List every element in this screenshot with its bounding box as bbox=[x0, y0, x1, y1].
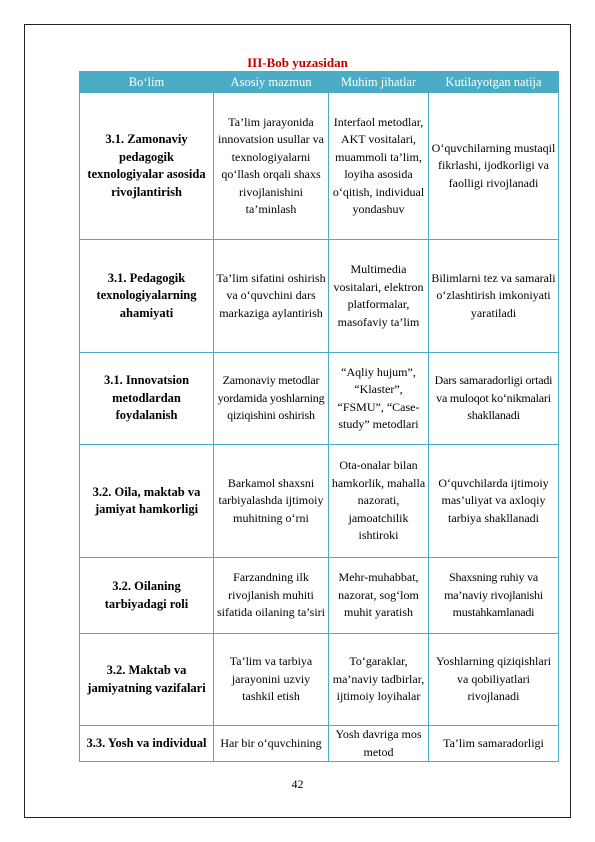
row-section: 3.1. Zamonaviy pedagogik texnologiyalar asosida rivojlantirish bbox=[80, 93, 214, 240]
row-content: Farzandning ilk rivojlanish muhiti sifatida oilaning ta’siri bbox=[214, 558, 329, 634]
row-section: 3.3. Yosh va individual bbox=[80, 726, 214, 762]
row-section: 3.1. Innovatsion metodlardan foydalanish bbox=[80, 353, 214, 445]
summary-table bbox=[79, 71, 559, 762]
row-result: Ta’lim samaradorligi bbox=[429, 726, 559, 762]
header-aspects: Muhim jihatlar bbox=[329, 72, 429, 93]
row-result: Dars samaradorligi ortadi va muloqot ko‘nikmalari shakllanadi bbox=[429, 353, 559, 445]
row-content: Ta’lim va tarbiya jarayonini uzviy tashkil etish bbox=[214, 634, 329, 726]
row-content: Har bir o‘quvchining bbox=[214, 726, 329, 762]
row-result: Bilimlarni tez va samarali o‘zlashtirish imkoniyati yaratiladi bbox=[429, 240, 559, 353]
table-row bbox=[80, 726, 559, 762]
row-aspects: “Aqliy hujum”, “Klaster”, “FSMU”, “Case-study” metodlari bbox=[329, 353, 429, 445]
row-content: Zamonaviy metodlar yordamida yoshlarning qiziqishini oshirish bbox=[214, 353, 329, 445]
header-content: Asosiy mazmun bbox=[214, 72, 329, 93]
row-result: O‘quvchilarda ijtimoiy mas’uliyat va axloqiy tarbiya shakllanadi bbox=[429, 445, 559, 558]
row-result: Shaxsning ruhiy va ma’naviy rivojlanishi mustahkamlanadi bbox=[429, 558, 559, 634]
row-section: 3.1. Pedagogik texnologiyalarning ahamiyati bbox=[80, 240, 214, 353]
header-section: Bo‘lim bbox=[80, 72, 214, 93]
row-aspects: Interfaol metodlar, AKT vositalari, muammoli ta’lim, loyiha asosida o‘qitish, individual yondashuv bbox=[329, 93, 429, 240]
page-number: 42 bbox=[291, 777, 304, 791]
row-section: 3.2. Oila, maktab va jamiyat hamkorligi bbox=[80, 445, 214, 558]
row-content: Barkamol shaxsni tarbiyalashda ijtimoiy muhitning o‘rni bbox=[214, 445, 329, 558]
table-row bbox=[80, 353, 559, 445]
table-row bbox=[80, 445, 559, 558]
row-result: O‘quvchilarning mustaqil fikrlashi, ijodkorligi va faolligi rivojlanadi bbox=[429, 93, 559, 240]
row-section: 3.2. Maktab va jamiyatning vazifalari bbox=[80, 634, 214, 726]
row-content: Ta’lim sifatini oshirish va o‘quvchini dars markaziga aylantirish bbox=[214, 240, 329, 353]
table-header-row bbox=[80, 72, 559, 93]
row-result: Yoshlarning qiziqishlari va qobiliyatlari rivojlanadi bbox=[429, 634, 559, 726]
row-aspects: Multimedia vositalari, elektron platformalar, masofaviy ta’lim bbox=[329, 240, 429, 353]
header-result: Kutilayotgan natija bbox=[429, 72, 559, 93]
row-content: Ta’lim jarayonida innovatsion usullar va texnologiyalarni qo‘llash orqali shaxs rivojlanishini ta’minlash bbox=[214, 93, 329, 240]
table-row bbox=[80, 240, 559, 353]
row-aspects: To‘garaklar, ma’naviy tadbirlar, ijtimoiy loyihalar bbox=[329, 634, 429, 726]
table-row bbox=[80, 558, 559, 634]
row-aspects: Yosh davriga mos metod bbox=[329, 726, 429, 762]
page-title: III-Bob yuzasidan bbox=[247, 55, 348, 70]
row-aspects: Mehr-muhabbat, nazorat, sog‘lom muhit yaratish bbox=[329, 558, 429, 634]
row-section: 3.2. Oilaning tarbiyadagi roli bbox=[80, 558, 214, 634]
table-row bbox=[80, 93, 559, 240]
row-aspects: Ota-onalar bilan hamkorlik, mahalla nazorati, jamoatchilik ishtiroki bbox=[329, 445, 429, 558]
table-row bbox=[80, 634, 559, 726]
